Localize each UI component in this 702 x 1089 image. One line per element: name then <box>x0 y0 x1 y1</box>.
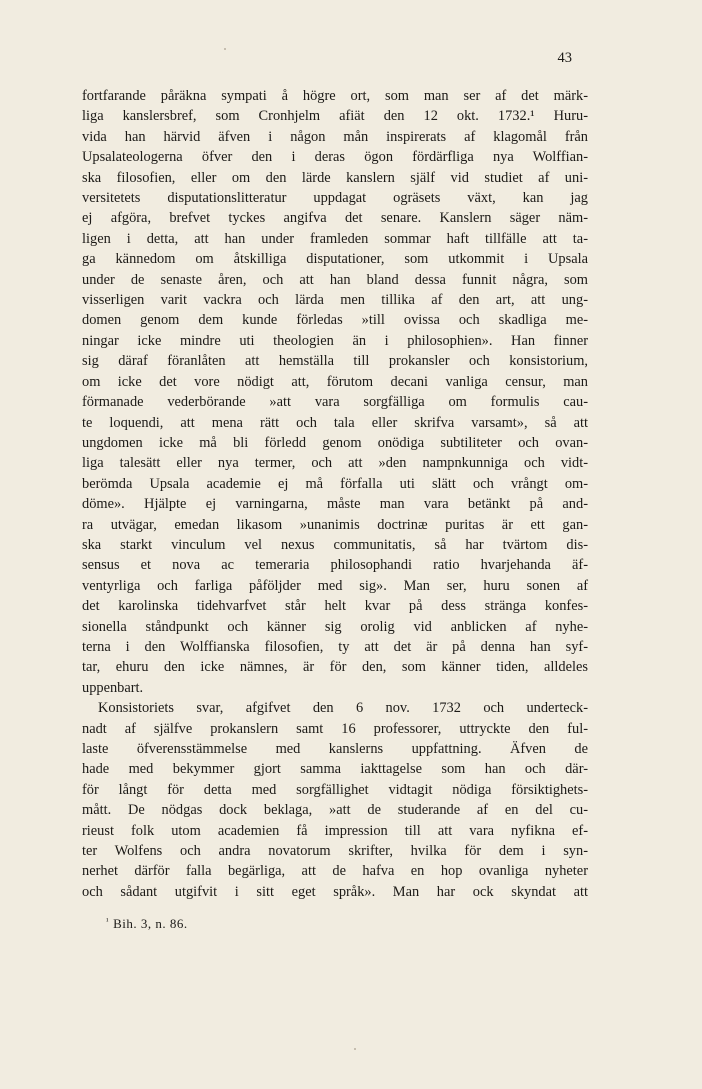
text-line: Konsistoriets svar, afgifvet den 6 nov. 1732 och underteck- <box>98 700 588 717</box>
text-line: liga kanslersbref, som Cronhjelm afiät den 12 okt. 1732.¹ Huru- <box>82 108 588 125</box>
text-line: nerhet därför falla begärliga, att de hafva en hop ovanliga nyheter <box>82 863 588 880</box>
text-line: hade med bekymmer gjort samma iakttagelse som han och där- <box>82 761 588 778</box>
text-line: sionella ståndpunkt och känner sig orolig vid anblicken af nyhe- <box>82 618 588 635</box>
text-line: berömda Upsala academie ej må förfalla uti slätt och vrångt om- <box>82 475 588 492</box>
text-line: versitetets disputationslitteratur uppdagat ogräsets växt, kan jag <box>82 190 588 207</box>
text-line: för långt för detta med sorgfällighet vidtagit nödiga försiktighets- <box>82 781 588 798</box>
page-number: 43 <box>557 50 572 66</box>
text-line: domen genom dem kunde förledas »till ovissa och skadliga me- <box>82 312 588 329</box>
text-line: ungdomen icke må bli förledd genom onödiga subtiliteter och ovan- <box>82 434 588 451</box>
text-line: tar, ehuru den icke nämnes, är för den, som känner tiden, alldeles <box>82 659 588 676</box>
text-line: fortfarande påräkna sympati å högre ort, som man ser af det märk- <box>82 88 588 104</box>
footnote-marker: ¹ <box>106 916 110 926</box>
text-line: visserligen varit vackra och lärda men tillika af den art, att ung- <box>82 292 588 309</box>
text-line: sensus et nova ac temeraria philosophandi ratio hvarjehanda äf- <box>82 557 588 574</box>
text-line: döme». Hjälpte ej varningarna, måste man vara betänkt på and- <box>82 496 588 513</box>
text-line: om icke det vore nödigt att, förutom decani vanliga censur, man <box>82 373 588 390</box>
text-line: och sådant utgifvit i sitt eget språk». Man har ock skyndat att <box>82 883 588 900</box>
text-line: ska filosofien, eller om den lärde kanslern själf vid studiet af uni- <box>82 169 588 186</box>
text-line: laste öfverensstämmelse med kanslerns uppfattning. Äfven de <box>82 741 588 757</box>
text-line: ej afgöra, brefvet tyckes angifva det senare. Kanslern säger näm- <box>82 210 588 227</box>
text-line: mått. De nödgas dock beklaga, »att de studerande af en del cu- <box>82 802 588 819</box>
text-line: terna i den Wolffianska filosofien, ty att det är på denna han syf- <box>82 638 588 655</box>
text-line: ska starkt vinculum vel nexus communitatis, så har tvärtom dis- <box>82 536 588 553</box>
text-line: det karolinska tidehvarfvet står helt kvar på dess stränga konfes- <box>82 598 588 615</box>
text-line: ligen i detta, att han under framleden sommar haft tillfälle att ta- <box>82 230 588 247</box>
text-line: ter Wolfens och andra novatorum skrifter, hvilka för dem i syn- <box>82 843 588 860</box>
text-line: Upsalateologerna öfver den i deras ögon fördärfliga nya Wolffian- <box>82 149 588 166</box>
footnote <box>106 916 188 932</box>
text-line: ningar icke mindre uti theologien än i philosophien». Han finner <box>82 332 588 349</box>
text-line: förmanade vederbörande »att vara sorgfälliga om formulis cau- <box>82 394 588 411</box>
paper-speck <box>224 48 226 50</box>
text-line: uppenbart. <box>82 679 144 696</box>
text-line: sig däraf föranlåten att hemställa till prokansler och konsistorium, <box>82 353 588 370</box>
text-line: liga talesätt eller nya termer, och att »den nampnkunniga och vidt- <box>82 455 588 472</box>
text-line: ventyrliga och farliga påföljder med sig». Man ser, huru sonen af <box>82 577 588 594</box>
body-text <box>82 86 588 902</box>
text-line: under de senaste åren, och att han bland dessa funnit några, som <box>82 271 588 288</box>
text-line: vida han härvid äfven i någon mån inspirerats af klagomål från <box>82 128 588 145</box>
text-line: nadt af själfve prokanslern samt 16 professorer, uttryckte den ful- <box>82 720 588 737</box>
text-line: ga kännedom om åtskilliga disputationer, som utkommit i Upsala <box>82 251 588 268</box>
paper-speck <box>354 1048 356 1050</box>
footnote-text: Bih. 3, n. 86. <box>113 916 188 931</box>
text-line: rieust folk utom academien få impression till att vara nyfikna ef- <box>82 822 588 839</box>
text-line: te loquendi, att mena rätt och tala eller skrifva varsamt», så att <box>82 414 588 431</box>
text-line: ra utvägar, emedan likasom »unanimis doctrinæ puritas är ett gan- <box>82 516 588 533</box>
